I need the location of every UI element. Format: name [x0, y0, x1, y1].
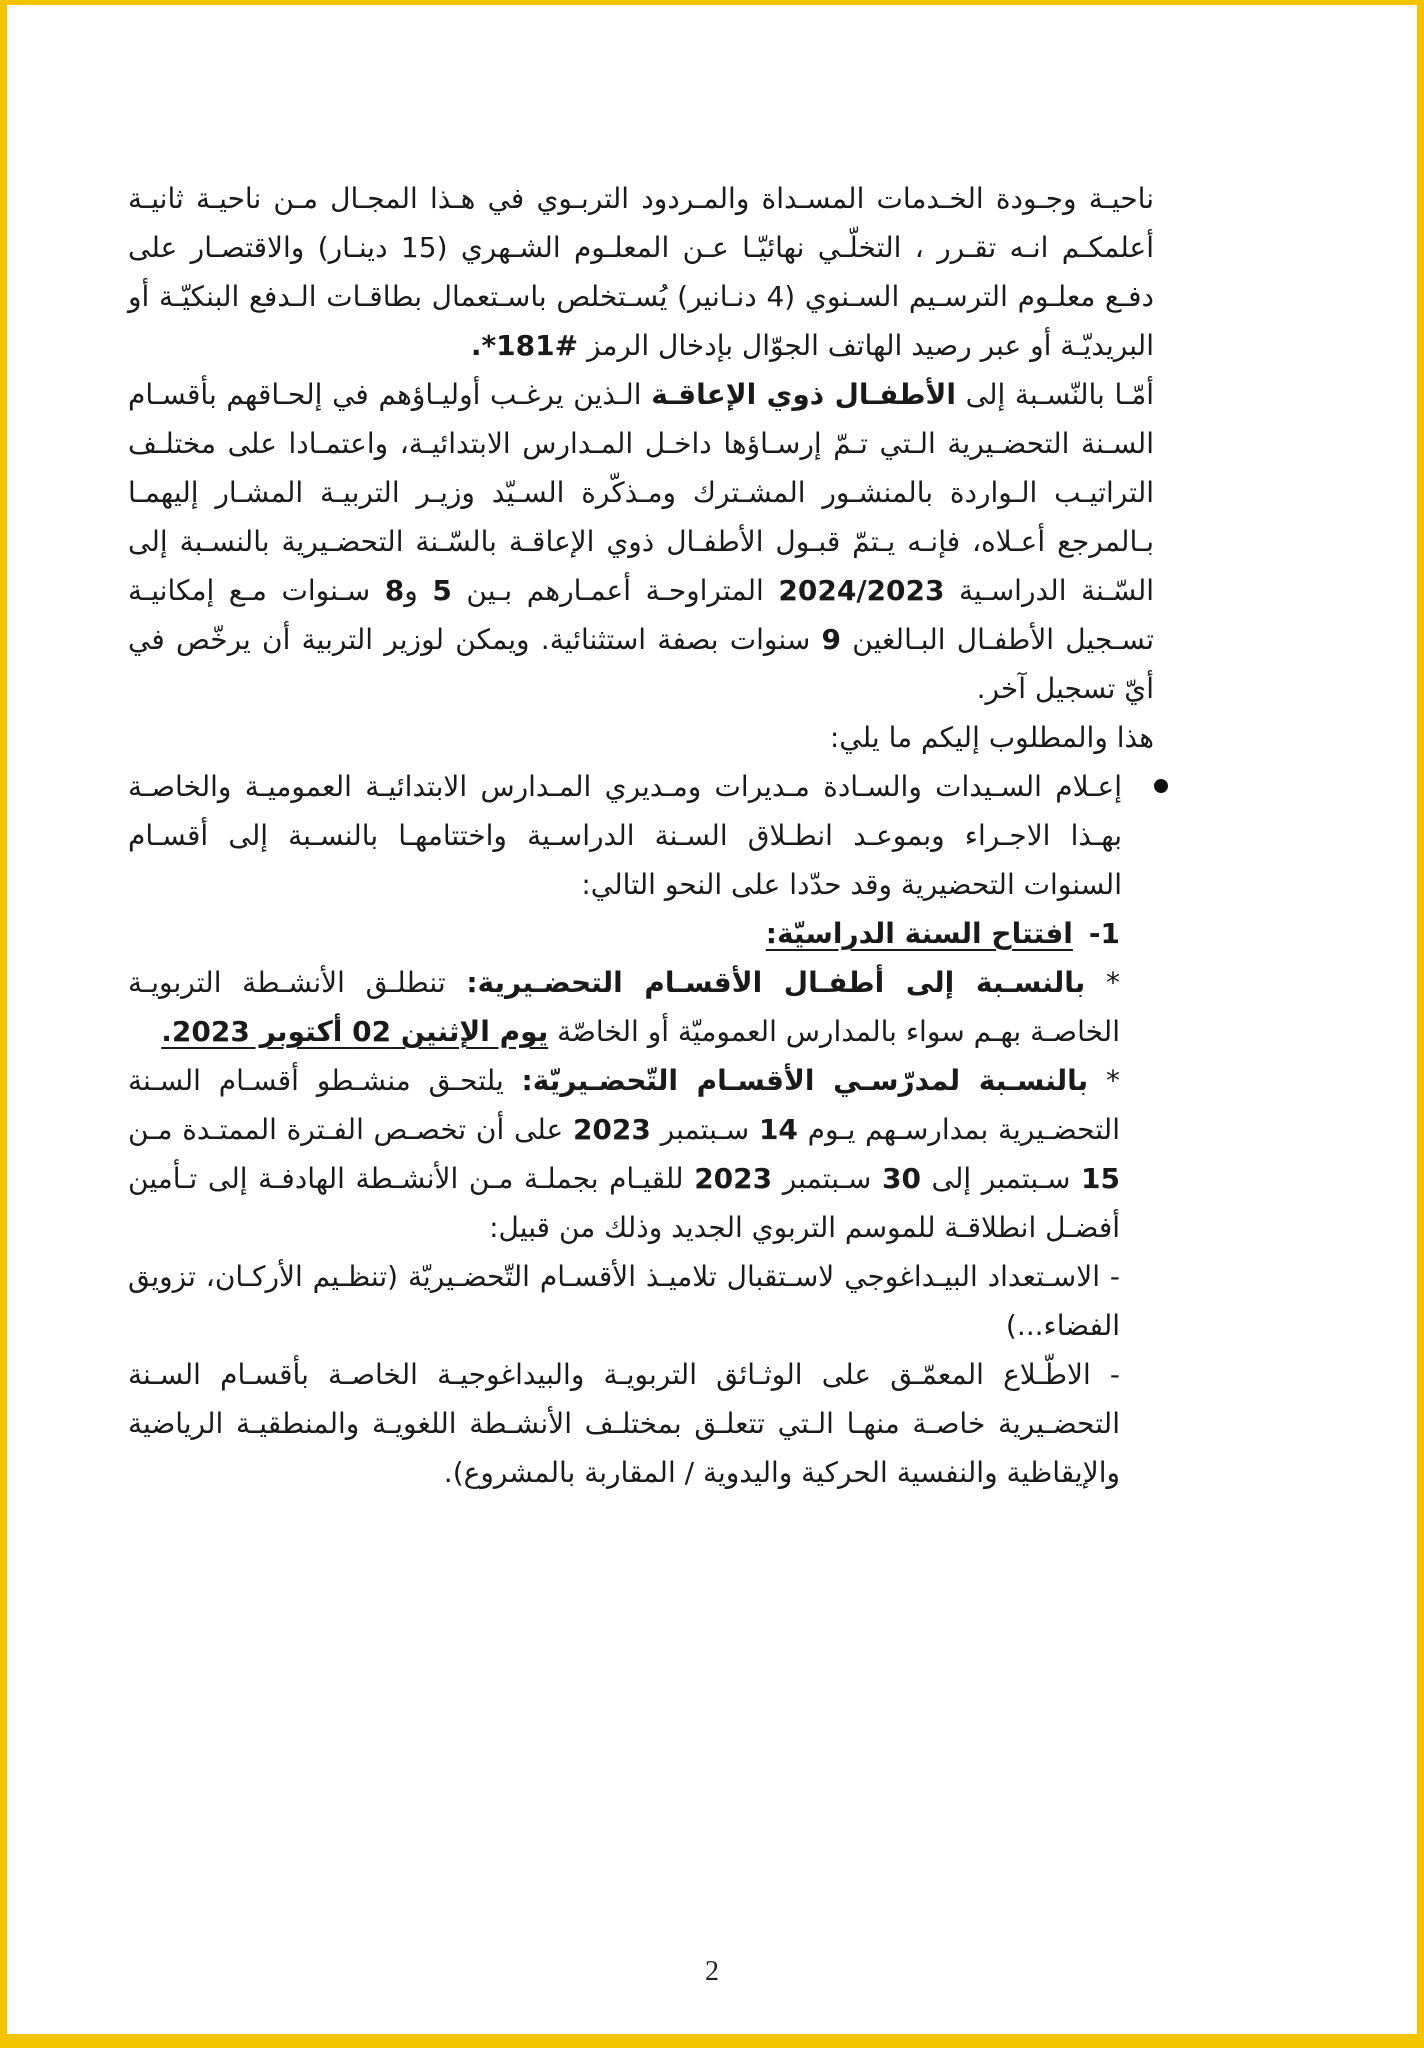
paragraph-fees-text: ناحيـة وجـودة الخـدمات المسـداة والمـردود التربـوي في هـذا المجـال مـن ناحيـة ثانيـة أعلمكـم انـه تقـرر ، التخلّـي نهائيّـا عـن المعلـوم الشـهري (15 دينـار) والاقتصـار على دفـع معلـوم الترسـيم السـنوي (4 دنـانير) يُسـتخلص باسـتعمال بطاقـات الـدفع البنكيّـة أو البريديّـة أو عبر رصيد الهاتف الجوّال بإدخال الرمز	[128, 182, 1154, 362]
star-paragraph-children	[128, 958, 1154, 1056]
bold-school-year: 2024/2023	[778, 574, 945, 607]
paragraph-text: الـذين يرغـب أوليـاؤهم في إلحـاقهم بأقسـام السـنة التحضـيرية الـتي تـمّ إرسـاؤها داخـل المـدارس الابتدائيـة، واعتمـادا على مختلـف التراتيـب الـواردة بالمنشـور المشـترك ومـذكّرة السـيّد وزيـر التربيـة المشـار إليهمـا بـالمرجع أعـلاه، فإنـه يـتمّ قبـول الأطفـال ذوي الإعاقـة بالسّـنة التحضـيرية بالنسـبة إلى السّـنة الدراسـية	[128, 378, 1155, 607]
payment-code: #181*.	[470, 329, 579, 362]
bold-term-disabled-children: الأطفـال ذوي الإعاقـة	[651, 378, 956, 411]
paragraph-text: و	[404, 574, 433, 607]
requested-line: هذا والمطلوب إليكم ما يلي:	[829, 721, 1154, 754]
dash-item: - الاسـتعداد البيـداغوجي لاسـتقبال تلاميـذ الأقسـام التّحضـيريّة (تنظـيم الأركـان، تزويق الفضاء...)	[128, 1260, 1120, 1342]
paragraph-text: يلتحـق منشـطو أقسـام السـنة التحضـيرية بمدارسـهم يـوم	[128, 1064, 1120, 1146]
bold-number: 14	[758, 1113, 798, 1146]
paragraph-text: سـبتمبر إلى	[920, 1162, 1082, 1195]
bold-age-max: 8	[384, 574, 405, 607]
bold-age-min: 5	[432, 574, 452, 607]
paragraph-disabled-children	[128, 370, 1154, 713]
paragraph-text: تنطلـق الأنشـطة التربويـة الخاصـة بهـم سواء بالمدارس العموميّة أو الخاصّة	[128, 966, 1120, 1048]
document-body	[128, 174, 1154, 1497]
star-heading: بالنسـبة إلى أطفـال الأقسـام التحضـيرية:	[466, 966, 1086, 999]
paragraph-text: المتراوحـة أعمـارهم بـين	[451, 574, 779, 607]
paragraph-text: على أن تخصـص الفـترة الممتـدة مـن	[128, 1113, 573, 1146]
bold-number: 2023	[572, 1113, 651, 1146]
page-number: 2	[705, 1956, 719, 1987]
star-heading: بالنسـبة لمدرّسـي الأقسـام التّحضـيريّة:	[521, 1064, 1089, 1097]
bullet-text: إعـلام السـيدات والسـادة مـديرات ومـديري المـدارس الابتدائيـة العموميـة والخاصـة بهـذا الاجـراء وبموعـد انطـلاق السـنة الدراسـية واختتامهـا بالنسـبة إلى أقسـام السنوات التحضيرية وقد حدّدا على النحو التالي:	[128, 770, 1122, 901]
paragraph-fees	[128, 174, 1154, 370]
paragraph-text: سـبتمبر	[650, 1113, 759, 1146]
bold-number: 2023	[694, 1162, 773, 1195]
bullet-item	[128, 762, 1168, 909]
bullet-dot-icon	[1154, 779, 1168, 793]
paragraph-text: سـبتمبر	[772, 1162, 882, 1195]
section-number: 1-	[1088, 917, 1120, 950]
star-paragraph-teachers	[128, 1056, 1154, 1252]
start-date: يوم الإثنين 02 أكتوبر 2023.	[161, 1015, 549, 1048]
paragraph-text: سـنوات مـع إمكانيـة تسـجيل الأطفـال البـالغين	[128, 574, 1154, 656]
paragraph-text: للقيـام بجملـة مـن الأنشـطة الهادفـة إلى تـأمين أفضـل انطلاقـة للموسم التربوي الجديد وذلك من قبيل:	[128, 1162, 1120, 1244]
star-marker: *	[1088, 1064, 1120, 1097]
section-title: افتتاح السنة الدراسيّة:	[765, 917, 1073, 950]
paragraph-text: سنوات بصفة استثنائية. ويمكن لوزير التربية أن يرخّص في أيّ تسجيل آخر.	[128, 623, 1154, 705]
bold-number: 30	[881, 1162, 921, 1195]
bold-number: 15	[1081, 1162, 1120, 1195]
section-heading	[128, 909, 1154, 958]
paragraph-text: أمّـا بالنّسـبة إلى	[955, 378, 1155, 411]
bold-age-exception: 9	[821, 623, 842, 656]
dash-item: - الاطّـلاع المعمّـق على الوثـائق التربويـة والبيداغوجيـة الخاصـة بأقسـام السـنة التحضـيرية خاصـة منهـا الـتي تتعلـق بمختلـف الأنشـطة اللغويـة والمنطقيـة الرياضية والإيقاظية والنفسية الحركية واليدوية / المقاربة بالمشروع).	[128, 1358, 1120, 1489]
star-marker: *	[1085, 966, 1120, 999]
